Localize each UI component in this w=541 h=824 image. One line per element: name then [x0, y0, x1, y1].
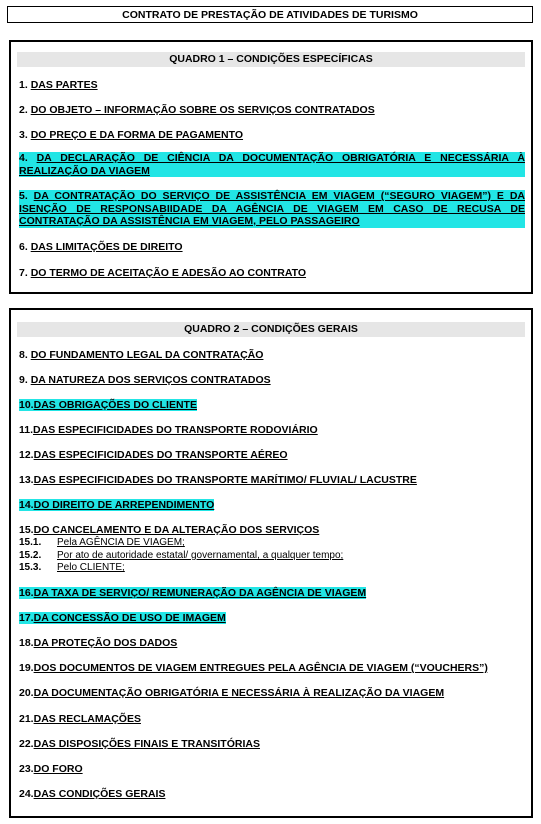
clause-number: 23.: [19, 763, 34, 775]
sub-clause-text: Pela AGÊNCIA DE VIAGEM;: [57, 537, 185, 548]
clause-item-highlighted[interactable]: [19, 399, 197, 412]
clause-number: 22.: [19, 738, 34, 750]
clause-text: DA CONTRATAÇÃO DO SERVIÇO DE ASSISTÊNCIA EM VIAGEM (“SEGURO VIAGEM”) E DA ISENÇÃO DE RESPONSABIIDADE DA AGÊNCIA DE VIAGEM EM CASO DE RECUSA DE CONTRATAÇÃO DA ASSISTÊNCIA EM VIAGEM, PELO PASSAGEIRO: [19, 190, 525, 227]
clause-item[interactable]: [19, 449, 525, 462]
clause-number: 2.: [19, 104, 31, 116]
clause-item[interactable]: [19, 687, 525, 700]
clause-item[interactable]: [19, 788, 525, 801]
clause-number: 19.: [19, 662, 34, 674]
clause-text: DA CONCESSÃO DE USO DE IMAGEM: [33, 612, 226, 624]
clause-text: DAS LIMITAÇÕES DE DIREITO: [30, 241, 183, 253]
clause-number: 3.: [19, 129, 31, 141]
contract-title: CONTRATO DE PRESTAÇÃO DE ATIVIDADES DE TURISMO: [7, 6, 533, 23]
clause-number: 18.: [19, 637, 34, 649]
clause-number: 4.: [19, 152, 37, 164]
sub-clause-number: 15.1.: [19, 537, 42, 548]
clause-text: DA DOCUMENTAÇÃO OBRIGATÓRIA E NECESSÁRIA À REALIZAÇÃO DA VIAGEM: [33, 687, 445, 699]
clause-number: 7.: [19, 267, 31, 279]
clause-item[interactable]: [19, 474, 525, 487]
clause-item[interactable]: [19, 349, 525, 362]
sub-clause-number: 15.3.: [19, 562, 42, 573]
clause-number: 16.: [19, 587, 34, 599]
clause-text: DAS DISPOSIÇÕES FINAIS E TRANSITÓRIAS: [33, 738, 260, 750]
quadro-2-panel: [9, 308, 533, 818]
clause-number: 12.: [19, 449, 34, 461]
quadro-1-panel: [9, 40, 533, 294]
clause-text: DAS ESPECIFICIDADES DO TRANSPORTE RODOVIÁRIO: [33, 424, 318, 436]
clause-text: DO OBJETO – INFORMAÇÃO SOBRE OS SERVIÇOS CONTRATADOS: [30, 104, 375, 116]
clause-item[interactable]: [19, 662, 525, 675]
clause-number: 20.: [19, 687, 34, 699]
clause-number: 13.: [19, 474, 34, 486]
sub-clause-text: Pelo CLIENTE;: [57, 562, 125, 573]
clause-number: 1.: [19, 79, 31, 91]
clause-number: 8.: [19, 349, 28, 361]
clause-item-highlighted[interactable]: [19, 612, 226, 625]
sub-clause-item[interactable]: [19, 537, 185, 549]
clause-item[interactable]: [19, 129, 525, 142]
clause-number: 15.: [19, 524, 34, 536]
clause-item-highlighted[interactable]: [19, 190, 525, 228]
clause-item[interactable]: [19, 713, 525, 726]
clause-text: DAS ESPECIFICIDADES DO TRANSPORTE AÉREO: [33, 449, 288, 461]
clause-number: 17.: [19, 612, 34, 624]
clause-item[interactable]: [19, 524, 525, 537]
clause-text: DA DECLARAÇÃO DE CIÊNCIA DA DOCUMENTAÇÃO OBRIGATÓRIA E NECESSÁRIA À REALIZAÇÃO DA VIAGEM: [19, 152, 525, 177]
clause-text: DO FORO: [33, 763, 83, 775]
sub-clause-item[interactable]: [19, 562, 125, 574]
quadro-2-header: QUADRO 2 – CONDIÇÕES GERAIS: [17, 322, 525, 337]
clause-item-highlighted[interactable]: [19, 499, 214, 512]
clause-text: DAS RECLAMAÇÕES: [33, 713, 141, 725]
sub-clause-text: Por ato de autoridade estatal/ governamental, a qualquer tempo;: [57, 550, 344, 561]
clause-text: DOS DOCUMENTOS DE VIAGEM ENTREGUES PELA AGÊNCIA DE VIAGEM (“VOUCHERS”): [33, 662, 488, 674]
clause-text: DO FUNDAMENTO LEGAL DA CONTRATAÇÃO: [30, 349, 264, 361]
clause-number: 24.: [19, 788, 34, 800]
clause-number: 11.: [19, 424, 34, 436]
clause-item[interactable]: [19, 763, 525, 776]
clause-text: DO TERMO DE ACEITAÇÃO E ADESÃO AO CONTRATO: [30, 267, 307, 279]
clause-number: 9.: [19, 374, 28, 386]
clause-item[interactable]: [19, 241, 525, 254]
clause-text: DAS ESPECIFICIDADES DO TRANSPORTE MARÍTIMO/ FLUVIAL/ LACUSTRE: [33, 474, 417, 486]
sub-clause-item[interactable]: [19, 550, 343, 562]
clause-text: DAS OBRIGAÇÕES DO CLIENTE: [33, 399, 197, 411]
clause-number: 21.: [19, 713, 34, 725]
clause-text: DO DIREITO DE ARREPENDIMENTO: [33, 499, 215, 511]
clause-item[interactable]: [19, 79, 525, 92]
clause-item[interactable]: [19, 738, 525, 751]
clause-item-highlighted[interactable]: [19, 152, 525, 177]
clause-item-highlighted[interactable]: [19, 587, 366, 600]
clause-item[interactable]: [19, 374, 525, 387]
sub-clause-number: 15.2.: [19, 550, 42, 561]
clause-text: DA NATUREZA DOS SERVIÇOS CONTRATADOS: [30, 374, 271, 386]
clause-number: 14.: [19, 499, 34, 511]
clause-text: DAS PARTES: [30, 79, 98, 91]
quadro-1-header: QUADRO 1 – CONDIÇÕES ESPECÍFICAS: [17, 52, 525, 67]
clause-text: DAS CONDIÇÕES GERAIS: [33, 788, 166, 800]
clause-number: 6.: [19, 241, 31, 253]
clause-number: 10.: [19, 399, 34, 411]
clause-item[interactable]: [19, 104, 525, 117]
clause-text: DO PREÇO E DA FORMA DE PAGAMENTO: [30, 129, 244, 141]
clause-item[interactable]: [19, 424, 525, 437]
clause-item[interactable]: [19, 267, 525, 280]
clause-number: 5.: [19, 190, 34, 202]
clause-text: DA PROTEÇÃO DOS DADOS: [33, 637, 178, 649]
clause-item[interactable]: [19, 637, 525, 650]
clause-text: DA TAXA DE SERVIÇO/ REMUNERAÇÃO DA AGÊNCIA DE VIAGEM: [33, 587, 367, 599]
clause-text: DO CANCELAMENTO E DA ALTERAÇÃO DOS SERVIÇOS: [33, 524, 320, 536]
